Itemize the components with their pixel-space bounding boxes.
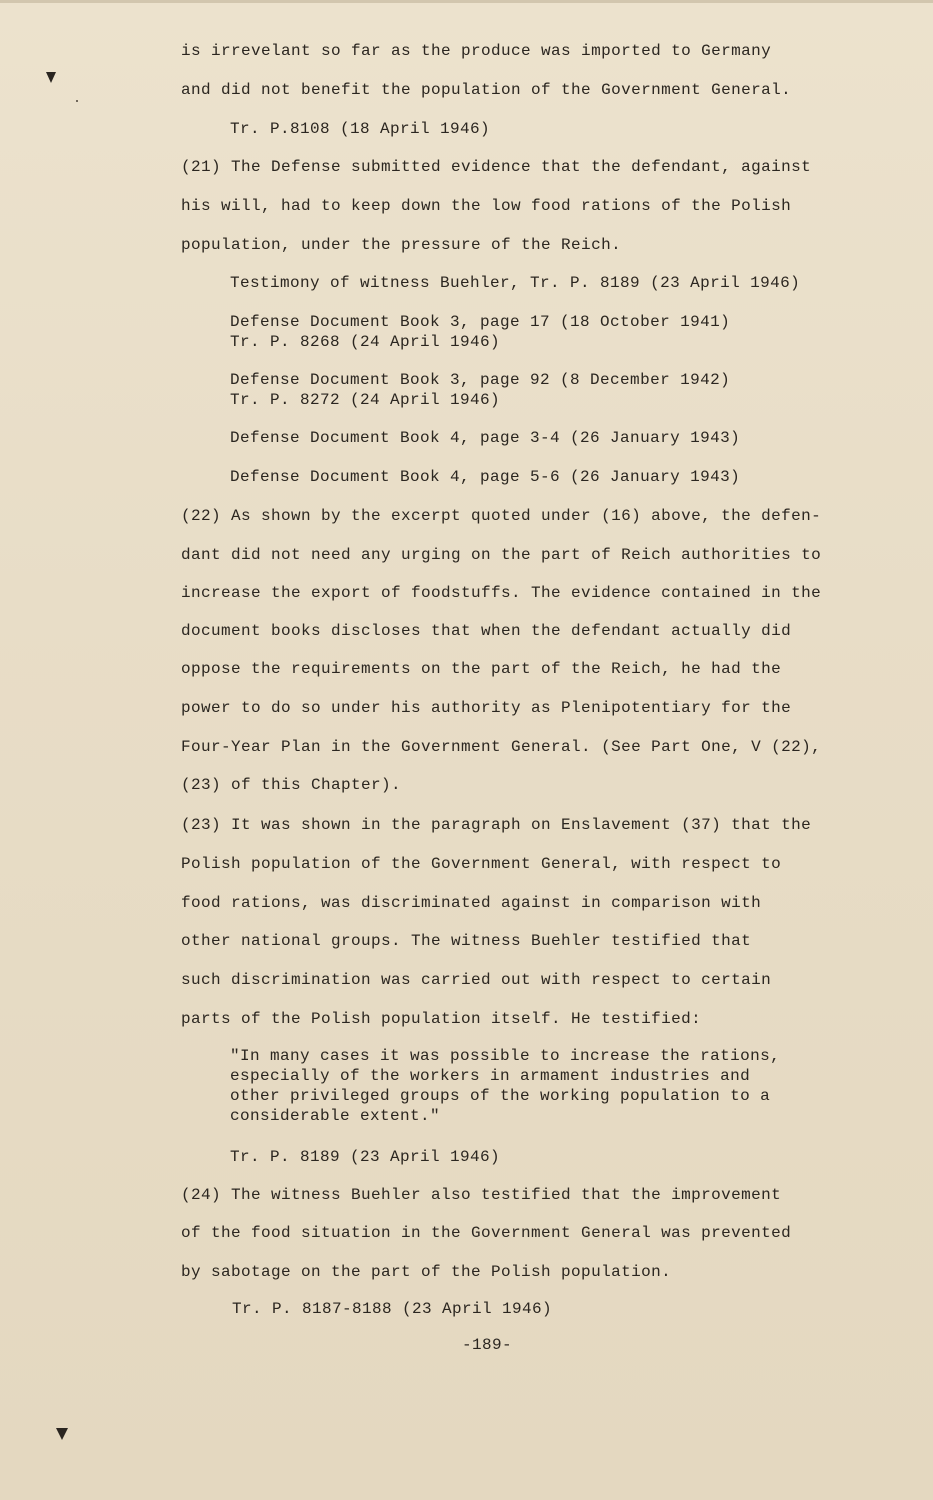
text-line: parts of the Polish population itself. He testified: bbox=[181, 1010, 702, 1028]
paragraph-22-line: (22) As shown by the excerpt quoted under (16) above, the defen- bbox=[181, 507, 822, 525]
citation-line: Tr. P. 8187-8188 (23 April 1946) bbox=[232, 1300, 553, 1318]
paragraph-24-line: (24) The witness Buehler also testified that the improvement bbox=[181, 1186, 782, 1204]
text-line: population, under the pressure of the Reich. bbox=[181, 236, 622, 254]
text-line: Polish population of the Government General, with respect to bbox=[181, 855, 782, 873]
citation-block: Defense Document Book 3, page 92 (8 December 1942) Tr. P. 8272 (24 April 1946) bbox=[230, 371, 731, 409]
text-line: Four-Year Plan in the Government General. (See Part One, V (22), bbox=[181, 738, 822, 756]
text-line: oppose the requirements on the part of the Reich, he had the bbox=[181, 660, 782, 678]
text-line: his will, had to keep down the low food rations of the Polish bbox=[181, 197, 792, 215]
text-line: dant did not need any urging on the part of Reich authorities to bbox=[181, 546, 822, 564]
citation-line: Defense Document Book 4, page 5-6 (26 January 1943) bbox=[230, 468, 741, 486]
text-line: is irrevelant so far as the produce was imported to Germany bbox=[181, 42, 772, 60]
citation-line: Tr. P. 8189 (23 April 1946) bbox=[230, 1148, 501, 1166]
ink-mark-top bbox=[46, 72, 56, 83]
quotation-block: "In many cases it was possible to increase the rations, especially of the workers in armament industries and other privileged groups of the working population to a considerable extent." bbox=[230, 1047, 781, 1125]
text-line: food rations, was discriminated against in comparison with bbox=[181, 894, 762, 912]
text-line: (23) of this Chapter). bbox=[181, 776, 402, 794]
text-line: and did not benefit the population of the Government General. bbox=[181, 81, 792, 99]
citation-line: Defense Document Book 4, page 3-4 (26 January 1943) bbox=[230, 429, 741, 447]
text-line: document books discloses that when the defendant actually did bbox=[181, 622, 792, 640]
text-line: by sabotage on the part of the Polish population. bbox=[181, 1263, 672, 1281]
ink-mark-bottom bbox=[56, 1428, 68, 1440]
paragraph-23-line: (23) It was shown in the paragraph on Enslavement (37) that the bbox=[181, 816, 812, 834]
text-line: increase the export of foodstuffs. The evidence contained in the bbox=[181, 584, 822, 602]
text-line: such discrimination was carried out with respect to certain bbox=[181, 971, 772, 989]
page-number: -189- bbox=[462, 1336, 513, 1354]
paragraph-21-line: (21) The Defense submitted evidence that the defendant, against bbox=[181, 158, 812, 176]
text-line: other national groups. The witness Buehler testified that bbox=[181, 932, 752, 950]
ink-speck bbox=[76, 100, 78, 102]
text-line: of the food situation in the Government General was prevented bbox=[181, 1224, 792, 1242]
citation-line: Testimony of witness Buehler, Tr. P. 8189 (23 April 1946) bbox=[230, 274, 801, 292]
text-line: power to do so under his authority as Plenipotentiary for the bbox=[181, 699, 792, 717]
page-edge bbox=[0, 0, 933, 3]
citation-line: Tr. P.8108 (18 April 1946) bbox=[230, 120, 491, 138]
citation-block: Defense Document Book 3, page 17 (18 October 1941) Tr. P. 8268 (24 April 1946) bbox=[230, 313, 731, 351]
